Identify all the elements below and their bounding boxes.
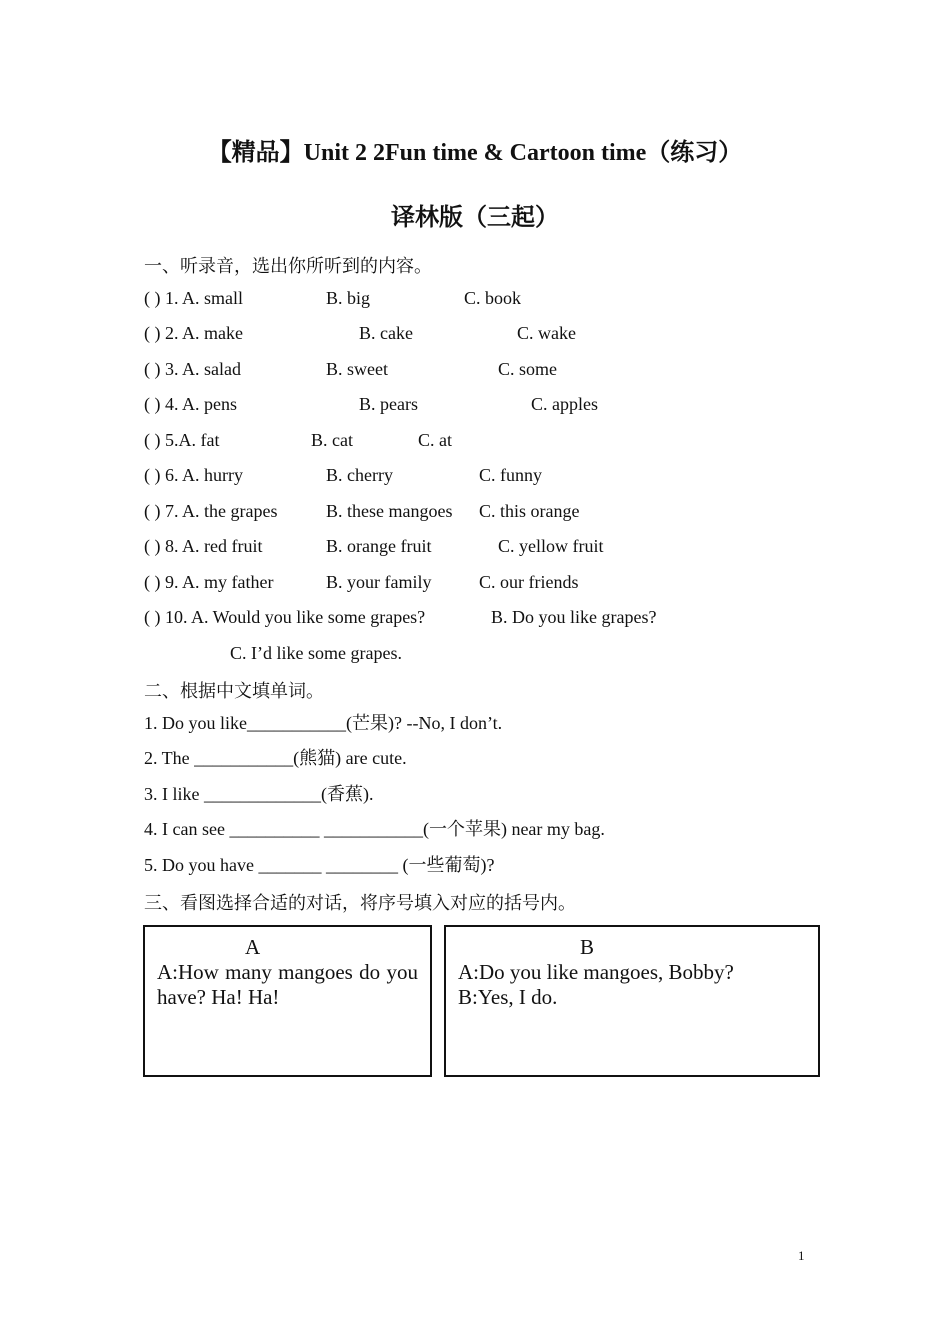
- option-b: B. pears: [359, 394, 418, 414]
- question-prefix: ( ) 1. A. small: [144, 288, 243, 308]
- section3-heading: 三、看图选择合适的对话，将序号填入对应的括号内。: [144, 893, 576, 913]
- fill-item-text: 3. I like _____________(香蕉).: [144, 784, 374, 804]
- option-b: B. cat: [311, 430, 353, 450]
- option-b: B. cake: [359, 323, 413, 343]
- box-label-b: B: [580, 935, 595, 959]
- question-prefix: ( ) 7. A. the grapes: [144, 501, 278, 521]
- option-b: B. sweet: [326, 359, 388, 379]
- option-b: B. Do you like grapes?: [491, 607, 657, 627]
- option-c: C. at: [418, 430, 452, 450]
- question-prefix: ( ) 2. A. make: [144, 323, 243, 343]
- box-b-line1: A:Do you like mangoes, Bobby?: [458, 960, 734, 984]
- question-prefix: ( ) 10. A. Would you like some grapes?: [144, 607, 426, 627]
- option-b: B. your family: [326, 572, 432, 592]
- section1-heading: 一、听录音，选出你所听到的内容。: [144, 256, 432, 276]
- question-prefix: ( ) 5.A. fat: [144, 430, 220, 450]
- document-title-line1: 【精品】Unit 2 2Fun time & Cartoon time（练习）: [207, 140, 743, 166]
- box-a-text: A:How many mangoes do you have? Ha! Ha!: [157, 960, 418, 1009]
- question-prefix: ( ) 4. A. pens: [144, 394, 237, 414]
- option-c: C. yellow fruit: [498, 536, 604, 556]
- option-c: C. book: [464, 288, 522, 308]
- question-prefix: ( ) 9. A. my father: [144, 572, 274, 592]
- option-c: C. our friends: [479, 572, 579, 592]
- option-b: B. orange fruit: [326, 536, 432, 556]
- option-c: C. this orange: [479, 501, 580, 521]
- box-label-a: A: [245, 935, 261, 959]
- page-number: 1: [798, 1248, 805, 1263]
- box-b-line2: B:Yes, I do.: [458, 985, 558, 1009]
- option-c: C. funny: [479, 465, 542, 485]
- question-prefix: ( ) 3. A. salad: [144, 359, 241, 379]
- option-b: B. these mangoes: [326, 501, 453, 521]
- option-c: C. I’d like some grapes.: [230, 643, 402, 663]
- option-b: B. cherry: [326, 465, 393, 485]
- document-title-line2: 译林版（三起）: [391, 205, 559, 231]
- option-c: C. some: [498, 359, 558, 379]
- option-b: B. big: [326, 288, 371, 308]
- fill-item-text: 4. I can see __________ ___________(一个苹果) near my bag.: [144, 819, 605, 839]
- option-c: C. wake: [517, 323, 576, 343]
- fill-item-text: 5. Do you have _______ ________ (一些葡萄)?: [144, 855, 495, 875]
- section2-heading: 二、根据中文填单词。: [144, 681, 324, 701]
- option-c: C. apples: [531, 394, 598, 414]
- fill-item-text: 2. The ___________(熊猫) are cute.: [144, 748, 407, 768]
- question-prefix: ( ) 6. A. hurry: [144, 465, 243, 485]
- question-prefix: ( ) 8. A. red fruit: [144, 536, 263, 556]
- fill-item-text: 1. Do you like___________(芒果)? --No, I don’t.: [144, 713, 503, 733]
- dialogue-box-b: [444, 925, 820, 1077]
- dialogue-box-a: [143, 925, 432, 1077]
